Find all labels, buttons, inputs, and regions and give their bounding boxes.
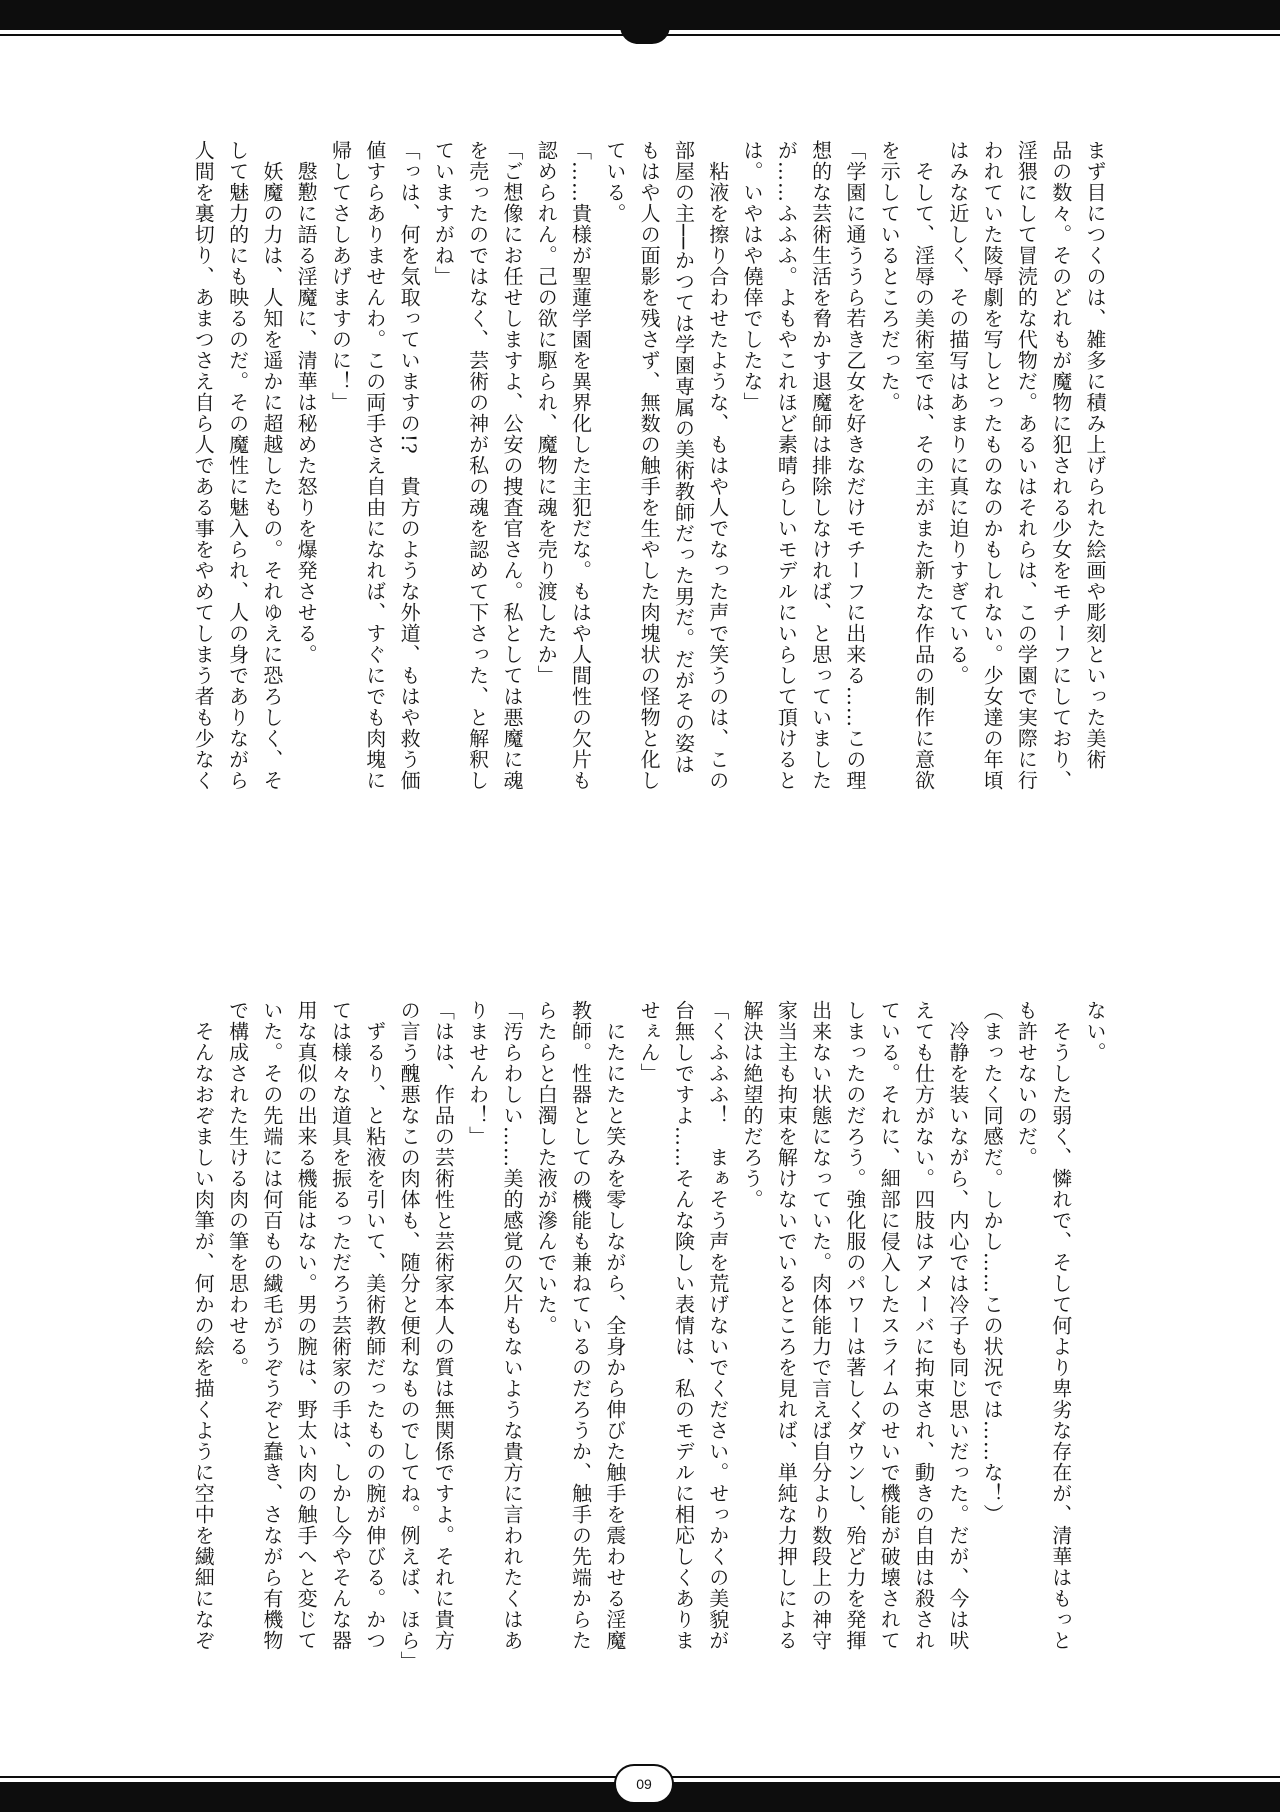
paragraph: 「っは、何を気取っていますの!? 貴方のような外道、もはや救う価 値すらありませんわ。この両手さえ自由になれば、すぐにでも肉塊に 帰してさしあげますのに！」 (328, 140, 422, 791)
paragraph: ずるり、と粘液を引いて、美術教師だったものの腕が伸びる。かつ ては様々な道具を振るっただろう芸術家の手は、しかし今やそんな器 用な真似の出来る機能はない。男の腕は、野太い肉の触手へと変じて いた。その先端には何百もの繊毛がうぞうぞと蠢き、さながら有機物 で構成された生ける肉の筆を思わせる。 (225, 1000, 387, 1651)
lower-text-block (122, 1000, 1112, 1672)
paragraph: 「ご想像にお任せしますよ、公安の捜査官さん。私としては悪魔に魂 を売ったのではなく、芸術の神が私の魂を認めて下さった、と解釈し ていますがね」 (431, 140, 524, 791)
paragraph: そうした弱く、憐れで、そして何より卑劣な存在が、清華はもっと も許せないのだ。 (1014, 1000, 1073, 1651)
paragraph: 「くふふふ！ まぁそう声を荒げないでください。せっかくの美貌が 台無しですよ……そんな険しい表情は、私のモデルに相応しくありま せぇん」 (637, 1000, 730, 1651)
paragraph: （まったく同感だ。しかし……この状況では……な！） (980, 1000, 1005, 1525)
paragraph: 冷静を装いながら、内心では冷子も同じ思いだった。だが、今は吠 えても仕方がない。四肢はアメーバに拘束され、動きの自由は殺され ている。それに、細部に侵入したスライムのせいで機能が破壊されて しまったのだろう。強化服のパワーは著しくダウンし、殆ど力を発揮 出来ない状態になっていた。肉体能力で言えば自分より数段上の神守 家当主も拘束を解けないでいるところを見れば、単純な力押しによる 解決は絶望的だろう。 (740, 1000, 970, 1651)
paragraph: 「学園に通ううら若き乙女を好きなだけモチーフに出来る……この理 想的な芸術生活を脅かす退魔師は排除しなければ、と思っていました が……ふふふ。よもやこれほど素晴らしいモデルにいらして頂けると は。いやはや僥倖でしたな」 (740, 140, 867, 791)
paragraph: まず目につくのは、雑多に積み上げられた絵画や彫刻といった美術 品の数々。そのどれもが魔物に犯される少女をモチーフにしており、 淫猥にして冒涜的な代物だ。あるいはそれらは、この学園で実際に行 われていた陵辱劇を写しとったものなのかもしれない。少女達の年頃 はみな近しく、その描写はあまりに真に迫りすぎている。 (945, 140, 1107, 791)
paragraph: にたにたと笑みを零しながら、全身から伸びた触手を震わせる淫魔 教師。性器としての機能も兼ねているのだろうか、触手の先端からた らたらと白濁した液が滲んでいた。 (534, 1000, 627, 1651)
paragraph: 妖魔の力は、人知を遥かに超越したもの。それゆえに恐ろしく、そ して魅力的にも映るのだ。その魔性に魅入られ、人の身でありながら 人間を裏切り、あまつさえ自ら人である事をやめてしまう者も少なく (191, 140, 284, 791)
paragraph: ない。 (1083, 1000, 1107, 1063)
paragraph: 「はは、作品の芸術性と芸術家本人の質は無関係ですよ。それに貴方 の言う醜悪なこの肉体も、随分と便利なものでしてね。例えば、ほら」 (397, 1000, 456, 1672)
paragraph: 粘液を擦り合わせたような、もはや人でなった声で笑うのは、この 部屋の主──かつては学園専属の美術教師だった男だ。だがその姿は もはや人の面影を残さず、無数の触手を生やした肉塊状の怪物と化し ている。 (602, 140, 730, 791)
paragraph: 慇懃に語る淫魔に、清華は秘めた怒りを爆発させる。 (294, 140, 319, 665)
paragraph: 「……貴様が聖蓮学園を異界化した主犯だな。もはや人間性の欠片も 認められん。己の欲に駆られ、魔物に魂を売り渡したか」 (534, 140, 593, 791)
page-number: 09 (614, 1764, 674, 1804)
paragraph: そして、淫辱の美術室では、その主がまた新たな作品の制作に意欲 を示しているところだった。 (877, 140, 936, 791)
paragraph: そんなおぞましい肉筆が、何かの絵を描くように空中を繊細になぞ (191, 1000, 216, 1651)
paragraph: 「汚らわしい……美的感覚の欠片もないような貴方に言われたくはあ りませんわ！」 (465, 1000, 524, 1651)
top-border-tab (620, 26, 670, 44)
upper-text-block (191, 140, 1112, 840)
